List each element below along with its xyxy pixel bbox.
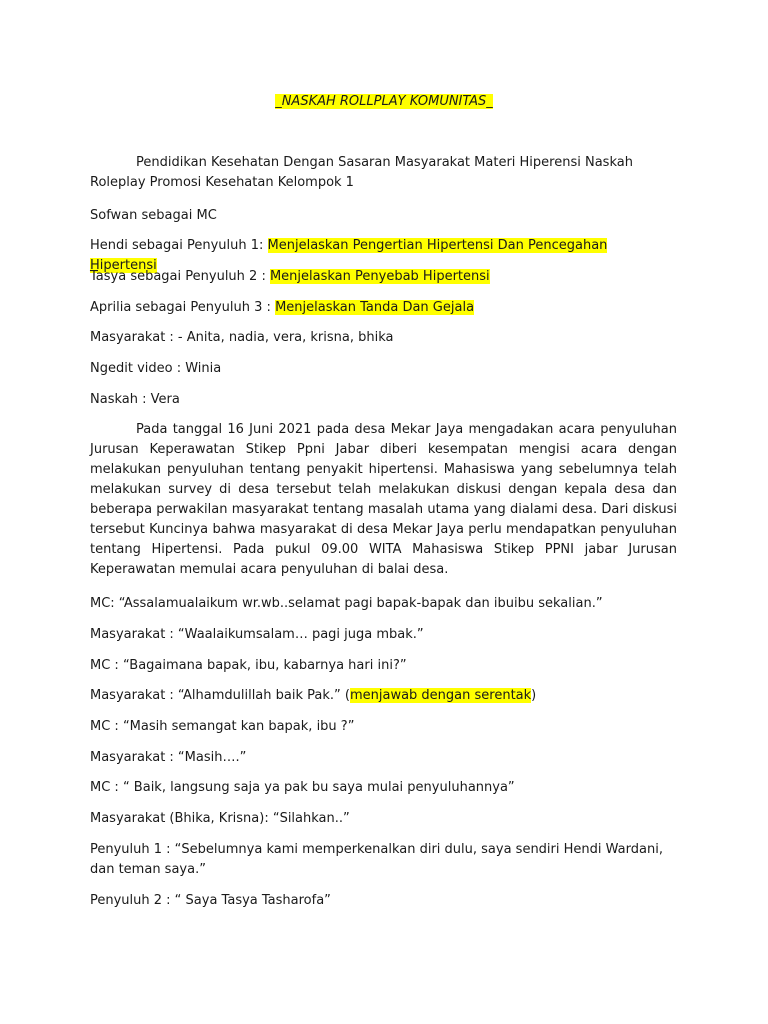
- dialogue-line: Masyarakat : “Waalaikumsalam… pagi juga mbak.”: [90, 627, 424, 642]
- role-line: Aprilia sebagai Penyuluh 3 : Menjelaskan Tanda Dan Gejala: [90, 300, 475, 315]
- dialogue-line: Masyarakat : “Masih….”: [90, 750, 247, 765]
- role-line: Hendi sebagai Penyuluh 1: Menjelaskan Pengertian Hipertensi Dan Pencegahan Hipertensi: [90, 238, 608, 273]
- role-line: Sofwan sebagai MC: [90, 208, 217, 223]
- highlighted-text: Menjelaskan Tanda Dan Gejala: [275, 300, 475, 315]
- highlighted-text: Menjelaskan Pengertian Hipertensi Dan Pencegahan Hipertensi: [90, 238, 608, 273]
- document-title: [0, 93, 768, 111]
- role-line: Masyarakat : - Anita, nadia, vera, krisna, bhika: [90, 330, 394, 345]
- highlighted-text: menjawab dengan serentak: [349, 688, 532, 703]
- narrative-paragraph: Pada tanggal 16 Juni 2021 pada desa Mekar Jaya mengadakan acara penyuluhan Jurusan Keperawatan Stikep Ppni Jabar diberi kesempatan mengisi acara dengan melakukan penyuluhan tentang penyakit hipertensi. Mahasiswa yang sebelumnya telah melakukan survey di desa tersebut telah melakukan diskusi dengan kepala desa dan beberapa perwakilan masyarakat tentang masalah utama yang dialami desa. Dari diskusi tersebut Kuncinya bahwa masyarakat di desa Mekar Jaya perlu mendapatkan penyuluhan tentang Hipertensi. Pada pukul 09.00 WITA Mahasiswa Stikep PPNI jabar Jurusan Keperawatan memulai acara penyuluhan di balai desa.: [90, 422, 677, 577]
- dialogue-line: MC: “Assalamualaikum wr.wb..selamat pagi bapak-bapak dan ibuibu sekalian.”: [90, 596, 603, 611]
- intro-paragraph: Pendidikan Kesehatan Dengan Sasaran Masyarakat Materi Hiperensi Naskah Roleplay Promosi Kesehatan Kelompok 1: [90, 155, 633, 190]
- dialogue-line: MC : “Masih semangat kan bapak, ibu ?”: [90, 719, 355, 734]
- role-line: Naskah : Vera: [90, 392, 180, 407]
- dialogue-line: MC : “Bagaimana bapak, ibu, kabarnya hari ini?”: [90, 658, 407, 673]
- document-title-text: _NASKAH ROLLPLAY KOMUNITAS_: [275, 94, 493, 109]
- dialogue-line: MC : “ Baik, langsung saja ya pak bu saya mulai penyuluhannya”: [90, 780, 515, 795]
- dialogue-line: Masyarakat : “Alhamdulillah baik Pak.” (menjawab dengan serentak): [90, 688, 537, 703]
- dialogue-line: Penyuluh 1 : “Sebelumnya kami memperkenalkan diri dulu, saya sendiri Hendi Wardani, dan teman saya.”: [90, 842, 663, 877]
- role-line: Tasya sebagai Penyuluh 2 : Menjelaskan Penyebab Hipertensi: [90, 269, 490, 284]
- dialogue-line: Masyarakat (Bhika, Krisna): “Silahkan..”: [90, 811, 350, 826]
- highlighted-text: Menjelaskan Penyebab Hipertensi: [269, 269, 490, 284]
- dialogue-line: Penyuluh 2 : “ Saya Tasya Tasharofa”: [90, 893, 331, 908]
- role-line: Ngedit video : Winia: [90, 361, 222, 376]
